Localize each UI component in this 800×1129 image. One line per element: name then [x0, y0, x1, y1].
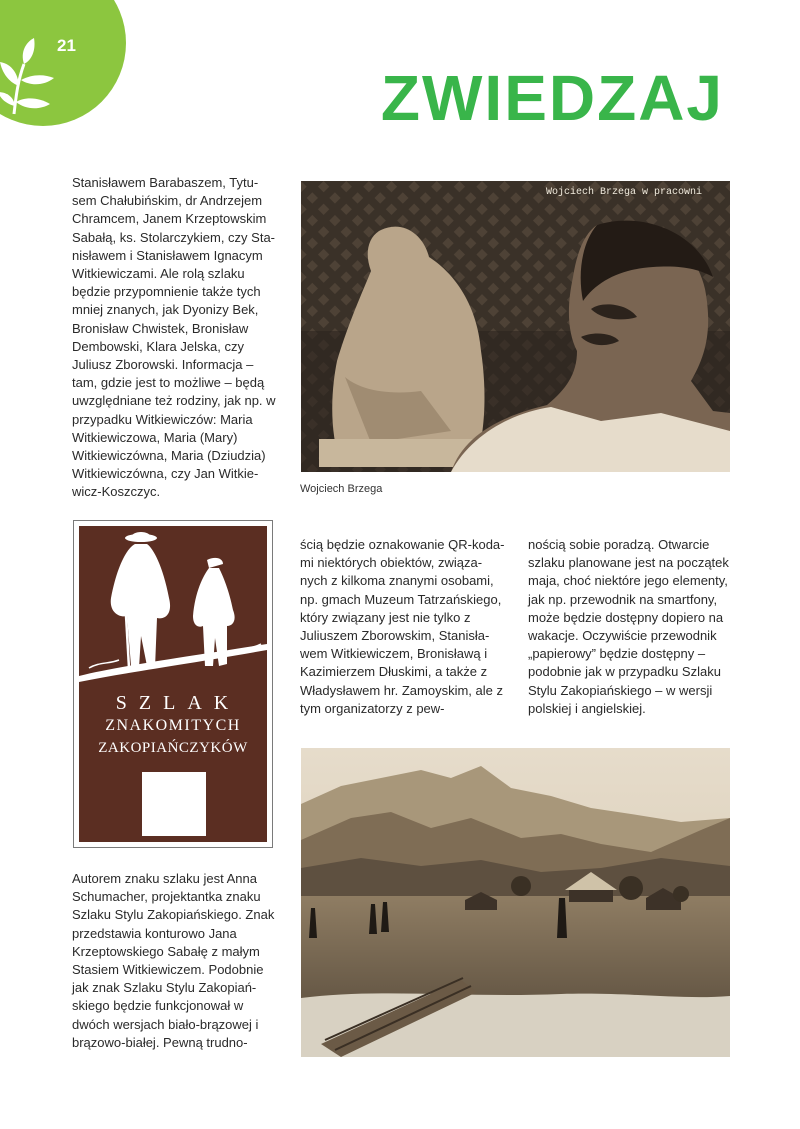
trail-logo: [79, 526, 267, 842]
page-title: ZWIEDZAJ: [380, 62, 724, 134]
trail-logo-frame: [73, 520, 273, 848]
body-text-left-bottom: Autorem znaku szlaku jest Anna Schumacher, projektantka znaku Szlaku Stylu Zakopiańskiego. Znak przedstawia konturowo Jana Krzeptowskiego Sabałę z małym Stasiem Witkiewiczem. Podobnie jak znak Szlaku Stylu Zakopiań-skiego będzie funkcjonował w dwóch wersjach biało-brązowej i brązowo-białej. Pewną trudno-: [72, 871, 275, 1050]
body-text-left-top: Stanisławem Barabaszem, Tytu-sem Chałubińskim, dr Andrzejem Chramcem, Janem Krzeptowskim Sabałą, ks. Stolarczykiem, czy Sta-nisławem i Stanisławem Ignacym Witkiewiczami. Ale rolą szlaku będzie przypomnienie także tych mniej znanych, jak Dyonizy Bek, Bronisław Chwistek, Bronisław Dembowski, Klara Jelska, czy Juliusz Zborowski. Informacja – tam, gdzie jest to możliwe – będą uwzględniane też rodziny, jak np. w przypadku Witkiewiczów: Maria Witkiewiczowa, Maria (Mary) Witkiewiczówna, Maria (Dziudzia) Witkiewiczówna, czy Jan Witkie-wicz-Koszczyc.: [72, 175, 276, 500]
photo-caption: Wojciech Brzega: [300, 483, 383, 495]
hikers-silhouette-icon: [79, 526, 267, 686]
photo-inscription: Wojciech Brzega w pracowni: [545, 187, 702, 198]
photo-wojciech-brzega: [301, 181, 730, 472]
logo-text-zakopianczykow: ZAKOPIAŃCZYKÓW: [98, 740, 248, 756]
leaf-sprig-icon: [0, 36, 60, 116]
body-text-middle: ścią będzie oznakowanie QR-koda-mi niektórych obiektów, związa-nych z kilkoma znanymi osobami, np. gmach Muzeum Tatrzańskiego, który związany jest nie tylko z Juliuszem Zborowskim, Stanisła-wem Witkiewiczem, Bronisławą i Kazimierzem Dłuskimi, a także z Władysławem hr. Zamoyskim, ale z tym organizatorzy z pew-: [300, 537, 505, 716]
qr-placeholder: [142, 772, 206, 836]
photo-tatra-landscape: [301, 748, 730, 1057]
page-number: 21: [57, 36, 76, 55]
logo-text-szlak: SZLAK: [115, 692, 241, 714]
logo-text-znakomitych: ZNAKOMITYCH: [105, 717, 241, 734]
body-text-right: nością sobie poradzą. Otwarcie szlaku planowane jest na początek maja, choć niektóre jego elementy, jak np. przewodnik na smartfony, może będzie dostępny dopiero na wakacje. Oczywiście przewodnik „papierowy” będzie dostępny – podobnie jak w przypadku Szlaku Stylu Zakopiańskiego – w wersji polskiej i angielskiej.: [528, 537, 729, 716]
